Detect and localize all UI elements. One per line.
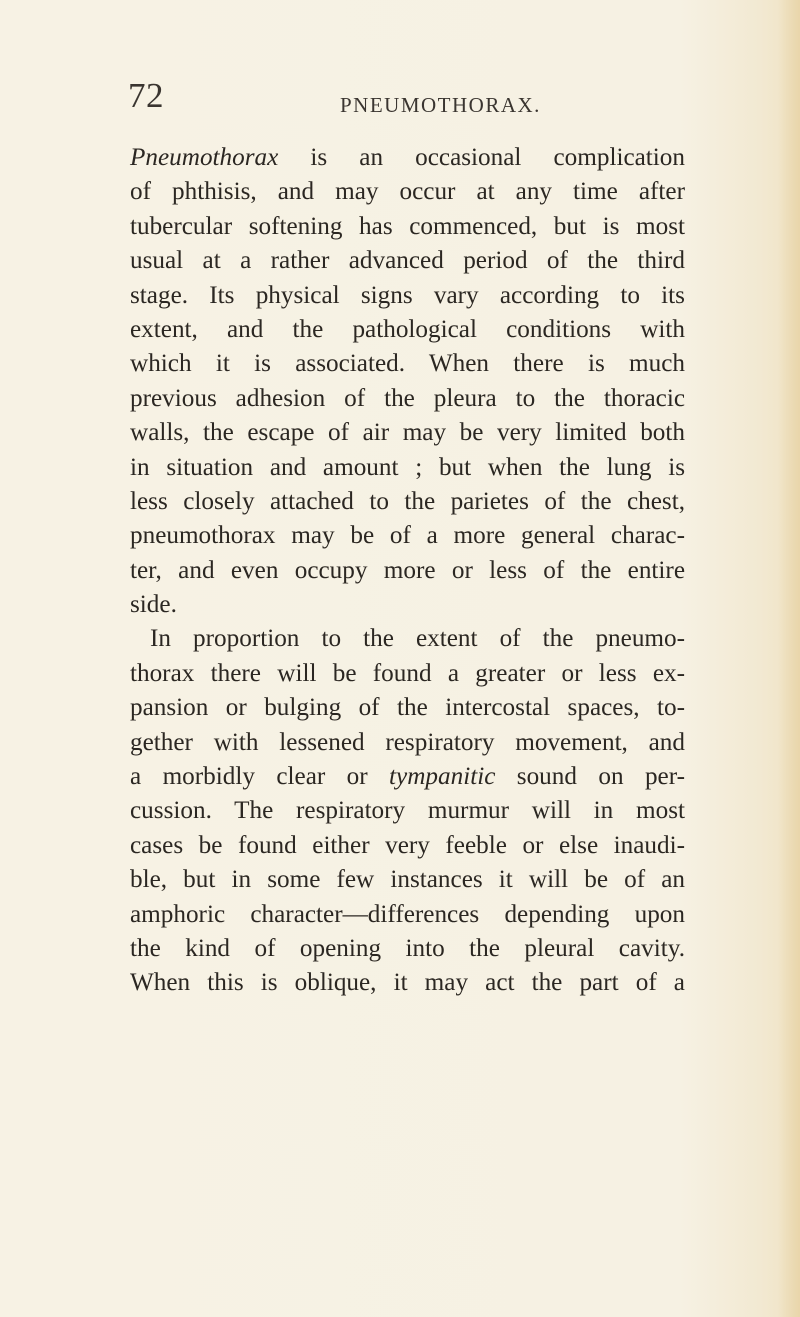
- text-run: ble, but in some few instances it will be of an: [130, 866, 685, 894]
- text-line: [130, 519, 685, 553]
- text-line: [130, 622, 685, 656]
- italic-text-run: tympanitic: [389, 763, 496, 791]
- text-line: [130, 347, 685, 381]
- text-run: in situation and amount ; but when the lung is: [130, 453, 685, 481]
- text-run: cases be found either very feeble or else inaudi-: [130, 831, 685, 859]
- text-line: [130, 279, 685, 313]
- text-run: is an occasional complication: [278, 144, 685, 171]
- text-line: [130, 588, 685, 622]
- text-run: amphoric character—differences depending upon: [130, 900, 685, 928]
- text-run: walls, the escape of air may be very limited both: [130, 419, 685, 447]
- text-run: previous adhesion of the pleura to the thoracic: [130, 384, 685, 412]
- text-run: of phthisis, and may occur at any time after: [130, 178, 685, 206]
- text-line: [130, 726, 685, 760]
- text-line: [130, 898, 685, 932]
- text-line: [130, 485, 685, 519]
- text-line: [130, 175, 685, 209]
- text-line: [130, 244, 685, 278]
- text-run: side.: [130, 591, 177, 619]
- text-run: tubercular softening has commenced, but is most: [130, 212, 685, 240]
- text-run: pneumothorax may be of a more general charac-: [130, 522, 685, 550]
- text-line: [130, 794, 685, 828]
- body-text: [130, 141, 685, 1001]
- text-run: which it is associated. When there is much: [130, 350, 685, 378]
- text-line: [130, 554, 685, 588]
- text-run: usual at a rather advanced period of the third: [130, 247, 685, 275]
- page-edge-shading: [778, 0, 800, 1317]
- text-run: the kind of opening into the pleural cavity.: [130, 934, 685, 962]
- running-title: PNEUMOTHORAX.: [340, 93, 541, 117]
- text-line: [130, 210, 685, 244]
- text-line: [130, 829, 685, 863]
- text-run: gether with lessened respiratory movement, and: [130, 728, 685, 756]
- text-run: In proportion to the extent of the pneumo-: [150, 625, 685, 653]
- text-run: When this is oblique, it may act the part of a: [130, 969, 685, 997]
- text-run: cussion. The respiratory murmur will in most: [130, 797, 685, 825]
- text-run: extent, and the pathological conditions with: [130, 315, 685, 343]
- text-line: [130, 691, 685, 725]
- text-line: [130, 760, 685, 794]
- text-line: [130, 141, 685, 175]
- text-line: [130, 416, 685, 450]
- text-run: a morbidly clear or: [130, 763, 390, 791]
- text-line: [130, 313, 685, 347]
- text-run: thorax there will be found a greater or less ex-: [130, 659, 685, 687]
- text-line: [130, 382, 685, 416]
- text-line: [130, 451, 685, 485]
- page-number: 72: [128, 76, 164, 115]
- running-head: [128, 76, 688, 128]
- text-run: pansion or bulging of the intercostal spaces, to-: [130, 694, 685, 722]
- text-line: [130, 932, 685, 966]
- text-line: [130, 657, 685, 691]
- italic-text-run: Pneumothorax: [130, 144, 279, 171]
- text-run: stage. Its physical signs vary according to its: [130, 281, 685, 309]
- text-line: [130, 863, 685, 897]
- text-run: ter, and even occupy more or less of the entire: [130, 556, 685, 584]
- text-run: less closely attached to the parietes of the chest,: [130, 487, 685, 515]
- text-run: sound on per-: [495, 763, 685, 791]
- text-line: [130, 966, 685, 1000]
